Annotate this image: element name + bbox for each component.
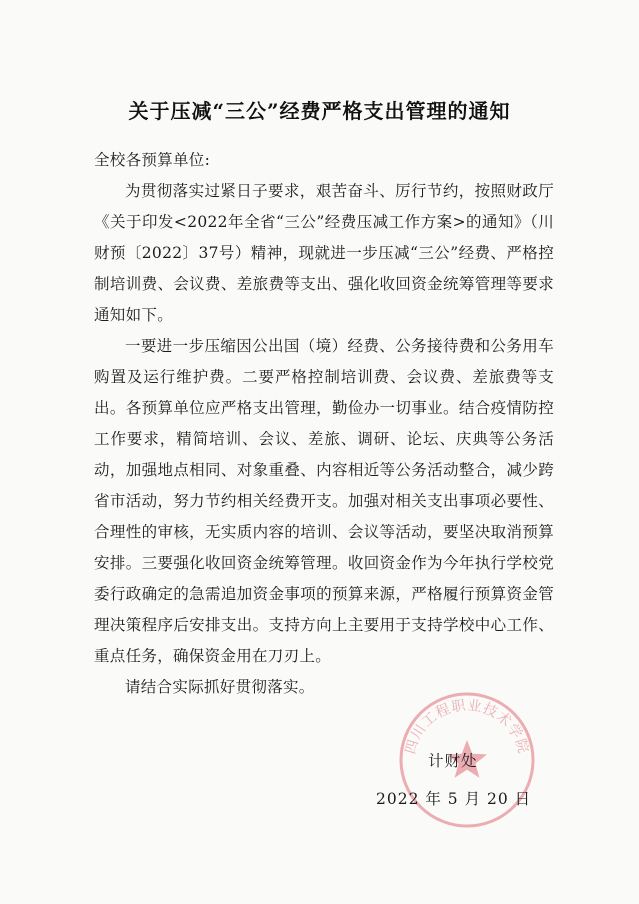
closing-line: 请结合实际抓好贯彻落实。	[125, 678, 315, 696]
paragraph-2: 一要进一步压缩因公出国（境）经费、公务接待费和公务用车购置及运行维护费。二要严格控制培训费、会议费、差旅费等支出。各预算单位应严格支出管理，勤俭办一切事业。结合疫情防控工作要求，精简培训、会议、差旅、调研、论坛、庆典等公务活动，加强地点相同、对象重叠、内容相近等公务活动整合，减少跨省市活动，努力节约相关经费开支。加强对相关支出事项必要性、合理性的审核，无实质内容的培训、会议等活动，要坚决取消预算安排。三要强化收回资金统筹管理。收回资金作为今年执行学校党委行政确定的急需追加资金事项的预算来源，严格履行预算资金管理决策程序后安排支出。支持方向上主要用于支持学校中心工作、重点任务，确保资金用在刀刃上。	[94, 337, 554, 665]
seal-text: 四川工程职业技术学院	[402, 697, 532, 756]
signer-department: 计财处	[428, 752, 478, 770]
salutation: 全校各预算单位:	[94, 151, 211, 169]
document-date: 2022 年 5 月 20 日	[376, 790, 532, 808]
paragraph-1: 为贯彻落实过紧日子要求，艰苦奋斗、厉行节约，按照财政厅《关于印发<2022年全省“三公”经费压减工作方案>的通知》（川财预〔2022〕37号）精神，现就进一步压减“三公”经费、严格控制培训费、会议费、差旅费等支出、强化收回资金统筹管理等要求通知如下。	[94, 182, 554, 324]
document-title: 关于压减“三公”经费严格支出管理的通知	[128, 99, 511, 123]
document-body	[94, 145, 554, 703]
